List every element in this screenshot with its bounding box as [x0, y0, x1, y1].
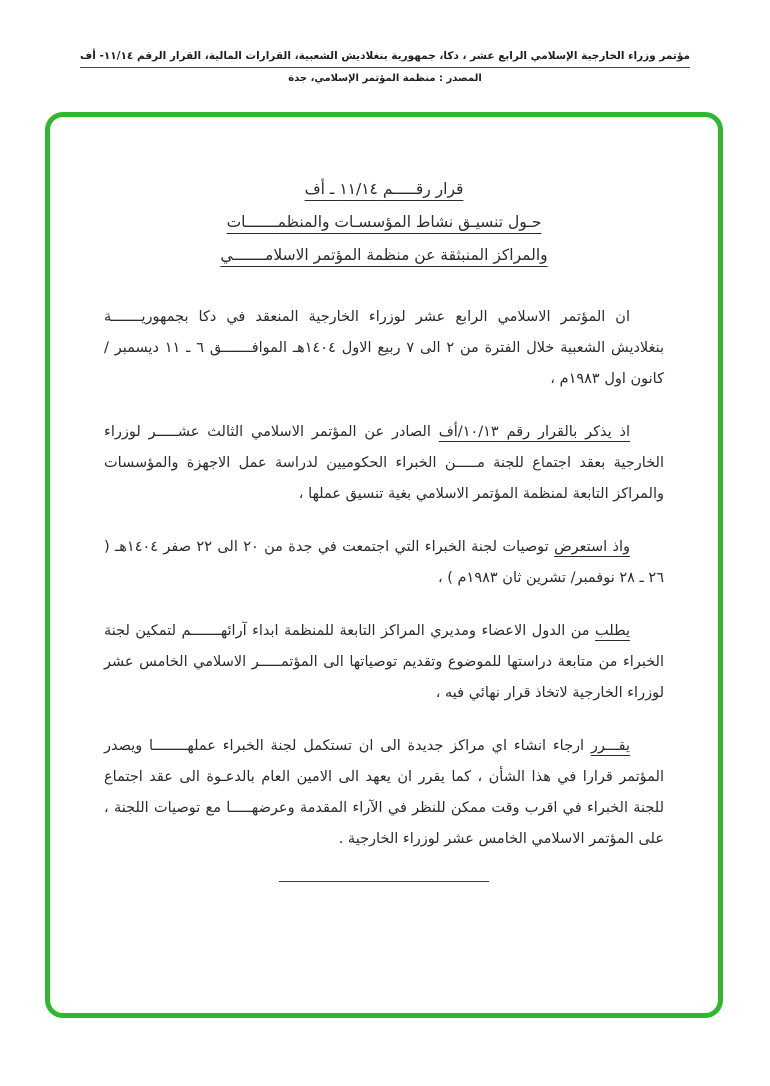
paragraph-decides	[104, 731, 664, 855]
resolution-number-line: قرار رقـــــم ١١/١٤ ـ أف	[304, 180, 464, 198]
document-body	[50, 117, 718, 1013]
header-source: المصدر : منظمة المؤتمر الإسلامي، جدة	[288, 73, 482, 84]
green-frame	[45, 112, 723, 1018]
bottom-separator-line	[279, 881, 489, 882]
document-header	[0, 44, 770, 84]
resolution-subject-line-2: والمراكز المنبثقة عن منظمة المؤتمر الاسلامـــــــي	[220, 246, 548, 264]
paragraph-text: ارجاء انشاء اي مراكز جديدة الى ان تستكمل لجنة الخبراء عملهــــــــا ويصدر المؤتمر قرارا في هذا الشأن ، كما يقرر ان يعهد الى الامين العام بالدعـوة الى عقد اجتماع للجنة الخبراء في اقرب وقت ممكن للنظر في الآراء المقدمة وعرضهـــــا مع توصيات اللجنة ، على المؤتمر الاسلامي الخامس عشر لوزراء الخارجية .	[104, 738, 664, 847]
header-citation: مؤتمر وزراء الخارجية الإسلامي الرابع عشر ، دكا، جمهورية بنغلاديش الشعبية، القرارات المالية، القرار الرقم ١١/١٤- أف	[80, 50, 690, 68]
resolution-subject-line-1: حـول تنسيـق نشاط المؤسسـات والمنظمـــــــات	[226, 213, 542, 231]
paragraph-text: توصيات لجنة الخبراء التي اجتمعت في جدة من ٢٠ الى ٢٢ صفر ١٤٠٤هـ ( ٢٦ ـ ٢٨ نوفمبر/ تشرين ثان ١٩٨٣م ) ،	[104, 539, 664, 586]
paragraph-recalling	[104, 417, 664, 510]
paragraph-lead: اذ يذكر بالقرار رقم ١٠/١٣/أف	[438, 424, 630, 440]
paragraph-text: من الدول الاعضاء ومديري المراكز التابعة للمنظمة ابداء آرائهـــــــم لتمكين لجنة الخبراء من متابعة دراستها للموضوع وتقديم توصياتها الى المؤتمـــــر الاسلامي الخامس عشر لوزراء الخارجية لاتخاذ قرار نهائي فيه ،	[104, 623, 664, 701]
paragraph-preamble	[104, 302, 664, 395]
paragraph-lead: يقـــرر	[590, 738, 631, 754]
paragraph-text: الصادر عن المؤتمر الاسلامي الثالث عشـــــر لوزراء الخارجية بعقد اجتماع للجنة مـــــن الخبراء الحكوميين لدراسة عمل الاجهزة والمؤسسات والمراكز التابعة لمنظمة المؤتمر الاسلامي بغية تنسيق عملها ،	[104, 424, 664, 502]
paragraph-text: ان المؤتمر الاسلامي الرابع عشر لوزراء الخارجية المنعقد في دكا بجمهوريـــــــة بنغلاديش الشعبية خلال الفترة من ٢ الى ٧ ربيع الاول ١٤٠٤هـ الموافـــــــق ٦ ـ ١١ ديسمبر / كانون اول ١٩٨٣م ،	[104, 309, 664, 387]
paragraph-requests	[104, 616, 664, 709]
resolution-title-block	[104, 173, 664, 272]
paragraph-reviewing	[104, 532, 664, 594]
paragraph-lead: واذ استعرض	[554, 539, 630, 555]
paragraph-lead: يطلب	[595, 623, 630, 639]
